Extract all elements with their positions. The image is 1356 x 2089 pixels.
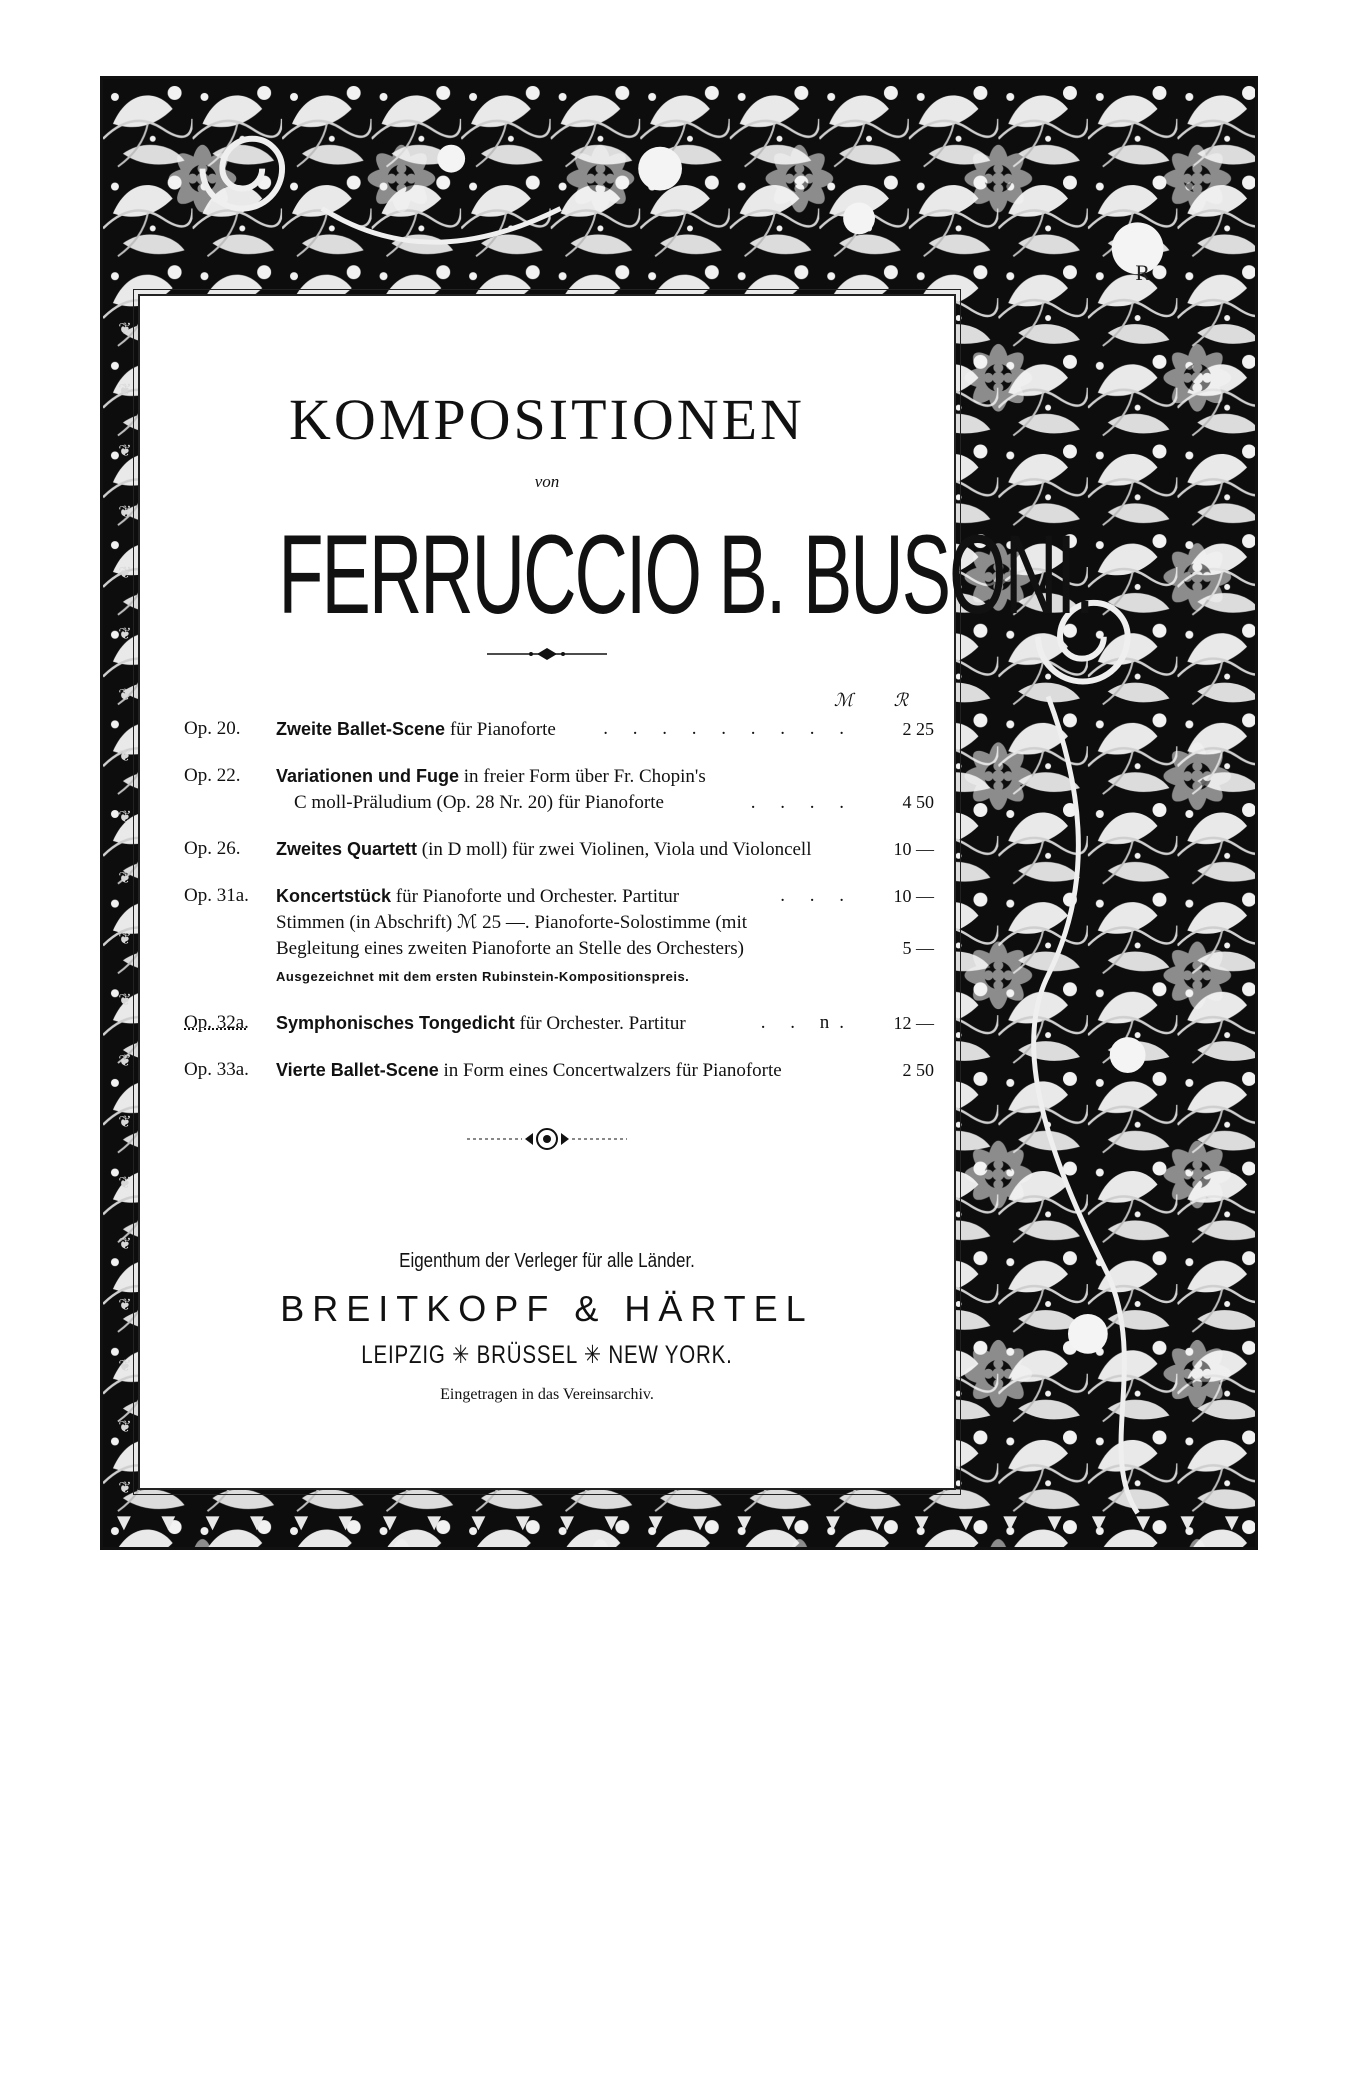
work-title: Koncertstück — [276, 886, 392, 906]
leader-dots: . . . — [780, 885, 854, 906]
leader-dots: . . . . — [750, 792, 854, 813]
works-list — [184, 716, 934, 1104]
corner-mark: R — [1135, 260, 1150, 285]
bottom-ornament-strip: ▼ ▼ ▼ ▼ ▼ ▼ ▼ ▼ ▼ ▼ ▼ ▼ ▼ ▼ ▼ ▼ ▼ ▼ ▼ ▼ ▼ ▼ ▼ ▼ ▼ ▼ — [117, 1511, 1241, 1533]
work-description: für Pianoforte und Orchester. Partitur — [391, 886, 680, 907]
work-entry — [184, 1057, 934, 1084]
left-ornament-strip: ❦ ❦ ❦ ❦ ❦ ❦ ❦ ❦ ❦ ❦ ❦ ❦ ❦ ❦ ❦ ❦ ❦ ❦ ❦ ❦ — [118, 319, 132, 1497]
currency-header: ℳ ℛ — [833, 690, 926, 710]
publisher-name: BREITKOPF & HÄRTEL — [280, 1288, 814, 1329]
publisher-cities: LEIPZIG ✳ BRÜSSEL ✳ NEW YORK. — [361, 1341, 733, 1369]
work-entry — [184, 1010, 934, 1037]
work-entry — [184, 763, 934, 816]
opus-number: Op. 26. — [184, 838, 241, 859]
opus-number: Op. 20. — [184, 718, 241, 739]
price: 10 — — [893, 839, 934, 859]
registration-note: Eingetragen in das Vereinsarchiv. — [440, 1386, 654, 1403]
work-entry — [184, 716, 934, 743]
work-description: für Orchester. Partitur — [514, 1013, 686, 1034]
work-description: Begleitung eines zweiten Pianoforte an Stelle des Orchesters) — [276, 938, 744, 959]
price: 4 50 — [902, 792, 934, 812]
work-entry — [184, 836, 934, 863]
von-label: von — [534, 472, 560, 491]
work-title: Symphonisches Tongedicht — [276, 1013, 515, 1033]
center-ornament — [467, 1124, 627, 1154]
price: 5 — — [902, 938, 934, 958]
work-description: Stimmen (in Abschrift) ℳ 25 —. Pianoforte-Solostimme (mit — [276, 912, 748, 933]
composer-name: FERRUCCIO B. BUSONI. — [278, 512, 1094, 637]
work-entry — [184, 883, 934, 990]
rights-notice: Eigenthum der Verleger für alle Länder. — [399, 1250, 695, 1272]
divider-ornament — [487, 646, 607, 662]
work-title: Zweites Quartett — [276, 839, 418, 859]
opus-number: Op. 22. — [184, 765, 241, 786]
work-title: Zweite Ballet-Scene — [276, 719, 446, 739]
opus-number: Op. 32a. — [184, 1012, 249, 1033]
title-panel — [138, 294, 1094, 1490]
work-description: (in D moll) für zwei Violinen, Viola und Violoncell — [417, 839, 812, 860]
work-title: Vierte Ballet-Scene — [276, 1060, 439, 1080]
leader-dots: . . . . . . . . . — [603, 718, 854, 739]
price: 12 — — [893, 1013, 934, 1033]
work-description: C moll-Präludium (Op. 28 Nr. 20) für Pianoforte — [294, 792, 664, 813]
opus-number: Op. 33a. — [184, 1059, 249, 1080]
page-title: KOMPOSITIONEN — [289, 387, 805, 452]
price: 2 50 — [902, 1060, 934, 1080]
work-description: in freier Form über Fr. Chopin's — [459, 766, 706, 787]
opus-number: Op. 31a. — [184, 885, 249, 906]
work-description: für Pianoforte — [445, 719, 556, 740]
award-note: Ausgezeichnet mit dem ersten Rubinstein-Kompositionspreis. — [276, 969, 690, 984]
price: 2 25 — [902, 719, 934, 739]
work-title: Variationen und Fuge — [276, 766, 460, 786]
work-description: in Form eines Concertwalzers für Pianoforte — [438, 1060, 782, 1081]
price: 10 — — [893, 886, 934, 906]
leader-dots: . . n. — [760, 1012, 854, 1033]
